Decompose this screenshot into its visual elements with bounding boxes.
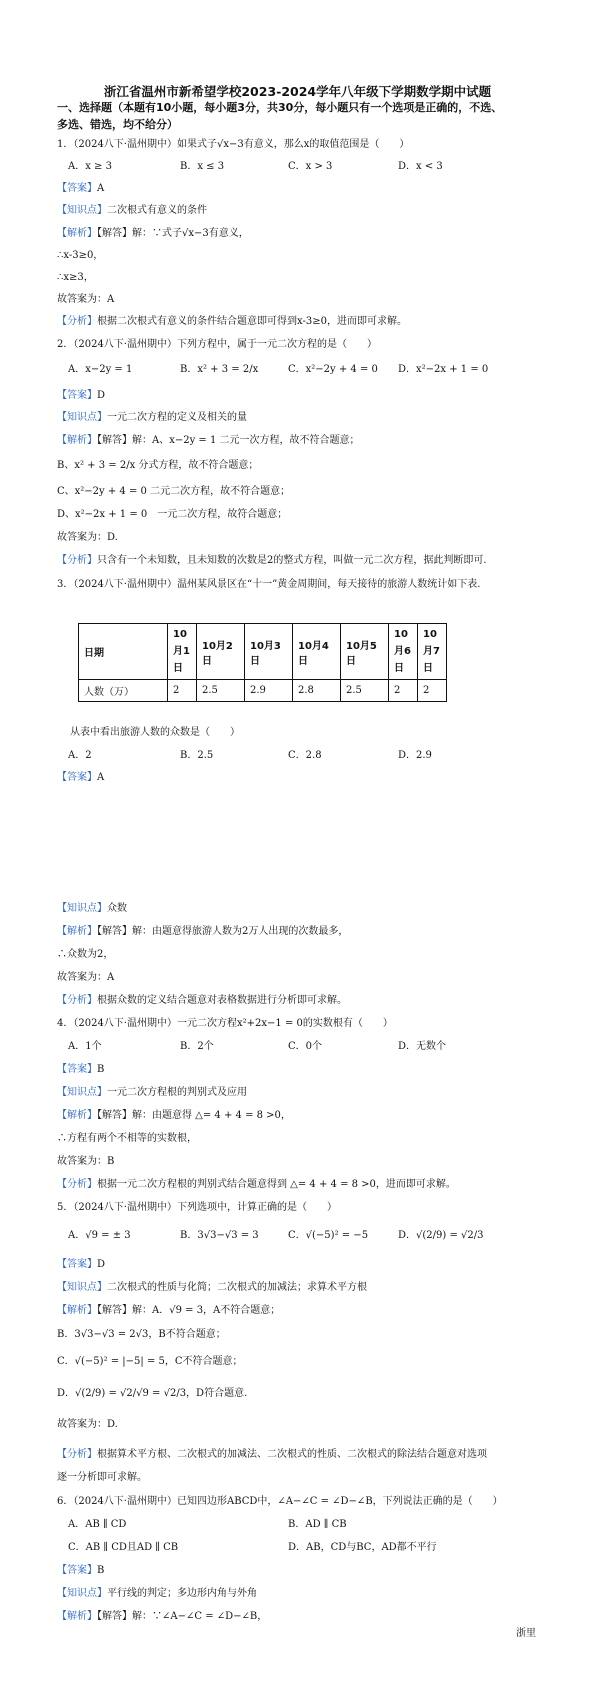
q3-answer-line [57,771,104,785]
q2-sol4: D、x²−2x + 1 = 0 一元二次方程，故符合题意； [57,509,288,520]
fenxi-tag: 【分析】 [57,1449,97,1460]
table-value-cell: 2.9 [245,680,293,702]
q6-knowledge: 平行线的判定；多边形内角与外角 [107,1588,257,1599]
q3-subquestion: 从表中看出旅游人数的众数是（ ） [70,727,240,738]
table-value-cell: 2.5 [341,680,389,702]
section-heading-line1: 一、选择题（本题有10小题，每小题3分，共30分，每小题只有一个选项是正确的，不选、 [57,101,503,114]
table-value-cell: 2 [389,680,418,702]
q3-knowledge: 众数 [107,903,127,914]
table-date-cell: 10月5日 [341,624,389,680]
q1-sol3: ∴x≥3， [57,272,94,283]
q3-sol2: ∴众数为2， [57,949,114,960]
q1-sol2: ∴x-3≥0， [57,250,104,261]
answer-tag: 【答案】 [57,1259,97,1270]
table-value-cell: 2 [168,680,197,702]
q2-option-c: C．x²−2y + 4 = 0 [288,364,378,375]
q2-answer: D [97,390,106,401]
q6-knowledge-line [57,1587,257,1601]
answer-tag: 【答案】 [57,1565,97,1576]
q4-knowledge: 一元二次方程根的判别式及应用 [107,1087,247,1098]
q4-fenxi: 根据一元二次方程根的判别式结合题意得到 △= 4 + 4 = 8 >0，进而即可求解。 [97,1179,456,1190]
q6-solution-line1 [57,1610,267,1624]
q5-sol2: B．3√3−√3 = 2√3，B不符合题意； [57,1329,226,1340]
q5-sol3: C．√(−5)² = |−5| = 5，C不符合题意； [57,1356,243,1367]
analysis-tag: 【解析】 [57,1110,97,1121]
q5-option-c: C．√(−5)² = −5 [288,1230,369,1241]
table-row-label: 人数（万） [79,680,168,702]
table-header-label: 日期 [79,624,168,680]
q3-sol3: 故答案为：A [57,972,115,983]
table-value-cell: 2 [418,680,447,702]
table-date-cell: 10月3日 [245,624,293,680]
table-date-cell: 10月7日 [418,624,447,680]
analysis-tag: 【解析】 [57,1611,97,1622]
q2-sol5: 故答案为：D. [57,532,118,543]
fenxi-tag: 【分析】 [57,555,97,566]
fenxi-tag: 【分析】 [57,1179,97,1190]
q4-option-b: B．2个 [180,1041,214,1052]
q3-data-table [78,623,447,702]
q3-fenxi: 根据众数的定义结合题意对表格数据进行分析即可求解。 [97,995,347,1006]
answer-tag: 【答案】 [57,183,97,194]
q2-knowledge-line [57,411,247,425]
knowledge-tag: 【知识点】 [57,1282,107,1293]
q1-knowledge: 二次根式有意义的条件 [107,205,207,216]
q4-answer-line [57,1063,104,1077]
q1-knowledge-line [57,204,207,218]
table-date-cell: 10月2日 [197,624,245,680]
q4-stem: 4．（2024八下·温州期中）一元二次方程x²+2x−1 = 0的实数根有（ ） [57,1018,393,1029]
analysis-tag: 【解析】 [57,435,97,446]
q1-answer-line [57,182,104,196]
q1-option-d: D．x < 3 [398,161,443,172]
q2-knowledge: 一元二次方程的定义及相关的量 [107,412,247,423]
q1-option-b: B．x ≤ 3 [180,161,225,172]
q5-fenxi1: 根据算术平方根、二次根式的加减法、二次根式的性质、二次根式的除法结合题意对选项 [97,1449,487,1460]
q3-option-b: B．2.5 [180,750,214,761]
q5-fenxi-line [57,1448,487,1462]
knowledge-tag: 【知识点】 [57,903,107,914]
fenxi-tag: 【分析】 [57,995,97,1006]
q1-answer: A [97,183,105,194]
q5-sol1: 【解答】解：A．√9 = 3，A不符合题意； [97,1305,281,1316]
q4-solution-line1 [57,1109,291,1123]
q2-answer-line [57,389,105,403]
q5-solution-line1 [57,1304,280,1318]
page-title: 浙江省温州市新希望学校2023-2024学年八年级下学期数学期中试题 [103,84,492,99]
q5-knowledge: 二次根式的性质与化简；二次根式的加减法；求算术平方根 [107,1282,367,1293]
q5-stem: 5．（2024八下·温州期中）下列选项中，计算正确的是（ ） [57,1202,337,1213]
q2-sol2: B、x² + 3 = 2/x 分式方程，故不符合题意； [57,460,259,471]
q4-sol2: ∴方程有两个不相等的实数根， [57,1133,197,1144]
q6-option-c: C．AB ∥ CD且AD ∥ CB [68,1542,179,1553]
section-heading-line2: 多选、错选，均不给分） [57,118,178,131]
q1-sol1: 【解答】解：∵式子√x−3有意义， [97,228,249,239]
q2-sol1: 【解答】解：A、x−2y = 1 二元一次方程，故不符合题意； [97,435,360,446]
table-value-cell: 2.8 [293,680,341,702]
q5-knowledge-line [57,1281,367,1295]
q3-solution-line1 [57,925,348,939]
q4-fenxi-line [57,1178,456,1192]
q6-option-b: B．AD ∥ CB [288,1519,347,1530]
q3-option-d: D．2.9 [398,750,432,761]
q6-answer: B [97,1565,105,1576]
q3-fenxi-line [57,994,347,1008]
q3-answer: A [97,772,105,783]
answer-tag: 【答案】 [57,772,97,783]
q6-option-d: D．AB，CD与BC，AD都不平行 [288,1542,437,1553]
q4-sol3: 故答案为：B [57,1156,115,1167]
analysis-tag: 【解析】 [57,1305,97,1316]
q3-stem: 3．（2024八下·温州期中）温州某风景区在“十一”黄金周期间，每天接待的旅游人数统计如下表. [57,579,481,590]
analysis-tag: 【解析】 [57,228,97,239]
q2-solution-line1 [57,434,360,448]
q1-fenxi: 根据二次根式有意义的条件结合题意即可得到x-3≥0，进而即可求解。 [97,316,407,327]
table-date-cell: 10月1日 [168,624,197,680]
knowledge-tag: 【知识点】 [57,205,107,216]
q2-option-d: D．x²−2x + 1 = 0 [398,364,489,375]
knowledge-tag: 【知识点】 [57,1087,107,1098]
table-row [79,624,447,680]
q1-sol4: 故答案为：A [57,294,115,305]
q2-fenxi-line [57,554,487,568]
q5-option-b: B．3√3−√3 = 3 [180,1230,259,1241]
fenxi-tag: 【分析】 [57,316,97,327]
table-row [79,680,447,702]
q4-knowledge-line [57,1086,247,1100]
q5-option-d: D．√(2/9) = √2/3 [398,1230,484,1241]
q1-solution-line1 [57,227,249,241]
q5-answer-line [57,1258,105,1272]
q5-answer: D [97,1259,106,1270]
q3-option-a: A．2 [68,750,92,761]
q1-option-a: A．x ≥ 3 [68,161,112,172]
q2-option-b: B．x² + 3 = 2/x [180,364,259,375]
q4-option-d: D．无数个 [398,1041,447,1052]
table-date-cell: 10月6日 [389,624,418,680]
q4-option-c: C．0个 [288,1041,323,1052]
answer-tag: 【答案】 [57,1064,97,1075]
q2-sol3: C、x²−2y + 4 = 0 二元二次方程，故不符合题意； [57,486,291,497]
q2-fenxi: 只含有一个未知数，且未知数的次数是2的整式方程，叫做一元二次方程，据此判断即可. [97,555,487,566]
q5-sol5: 故答案为：D. [57,1419,118,1430]
page-footer: 浙里 [516,1628,536,1639]
table-date-cell: 10月4日 [293,624,341,680]
q4-answer: B [97,1064,105,1075]
q6-answer-line [57,1564,104,1578]
q4-sol1: 【解答】解：由题意得 △= 4 + 4 = 8 >0， [97,1110,291,1121]
q4-option-a: A．1个 [68,1041,102,1052]
q6-option-a: A．AB ∥ CD [68,1519,127,1530]
q1-stem [57,138,409,152]
q6-sol1: 【解答】解：∵∠A−∠C = ∠D−∠B， [97,1611,268,1622]
q5-fenxi2: 逐一分析即可求解。 [57,1472,147,1483]
answer-tag: 【答案】 [57,390,97,401]
q1-option-c: C．x > 3 [288,161,333,172]
knowledge-tag: 【知识点】 [57,1588,107,1599]
q6-stem: 6．（2024八下·温州期中）已知四边形ABCD中，∠A−∠C = ∠D−∠B，下列说法正确的是（ ） [57,1496,503,1507]
q5-option-a: A．√9 = ± 3 [68,1230,131,1241]
q3-option-c: C．2.8 [288,750,322,761]
q2-stem: 2．（2024八下·温州期中）下列方程中，属于一元二次方程的是（ ） [57,339,377,350]
q3-sol1: 【解答】解：由题意得旅游人数为2万人出现的次数最多， [97,926,349,937]
analysis-tag: 【解析】 [57,926,97,937]
q1-stem-text: 1．（2024八下·温州期中）如果式子√x−3有意义，那么x的取值范围是（ ） [57,139,410,150]
q5-sol4: D．√(2/9) = √2/√9 = √2/3，D符合题意. [57,1388,248,1399]
q3-knowledge-line [57,902,127,916]
q2-option-a: A．x−2y = 1 [68,364,133,375]
q1-fenxi-line [57,315,407,329]
table-value-cell: 2.5 [197,680,245,702]
knowledge-tag: 【知识点】 [57,412,107,423]
